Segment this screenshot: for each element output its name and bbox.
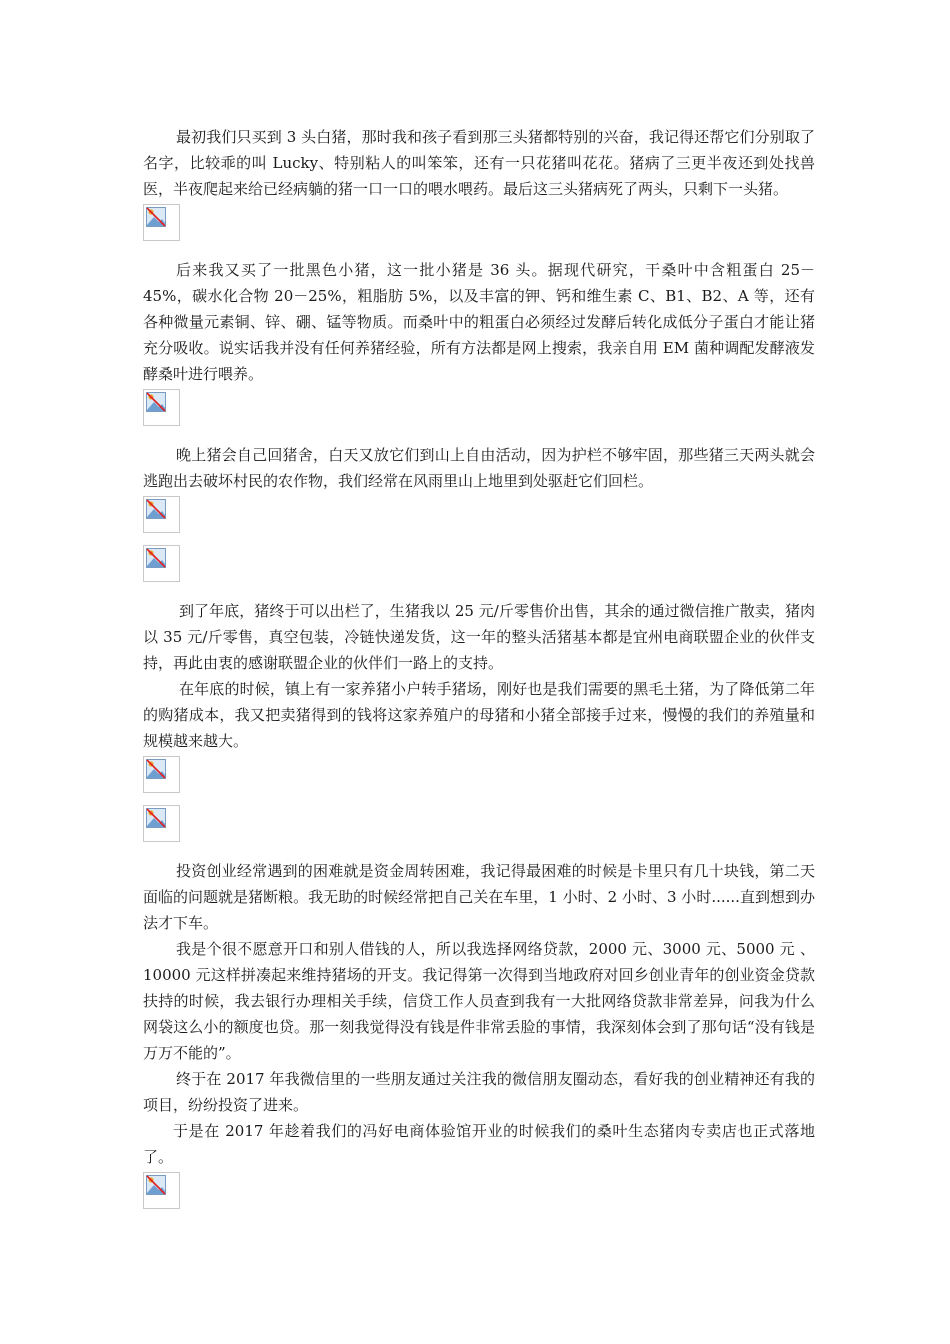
paragraph-5: 在年底的时候，镇上有一家养猪小户转手猪场，刚好也是我们需要的黑毛土猪，为了降低第二年的购猪成本，我又把卖猪得到的钱将这家养殖户的母猪和小猪全部接手过来，慢慢的我们的养殖量和规模越来越大。 — [143, 680, 815, 750]
document-body — [143, 124, 815, 1209]
broken-image-icon — [143, 496, 180, 533]
paragraph-4: 到了年底，猪终于可以出栏了，生猪我以 25 元/斤零售价出售，其余的通过微信推广散卖，猪肉以 35 元/斤零售，真空包装，冷链快递发货，这一年的整头活猪基本都是宜州电商联盟企业的伙伴支持，再此由衷的感谢联盟企业的伙伴们一路上的支持。 — [143, 602, 815, 672]
paragraph-8: 终于在 2017 年我微信里的一些朋友通过关注我的微信朋友圈动态，看好我的创业精神还有我的项目，纷纷投资了进来。 — [143, 1070, 815, 1114]
paragraph-9: 于是在 2017 年趁着我们的冯好电商体验馆开业的时候我们的桑叶生态猪肉专卖店也正式落地了。 — [143, 1122, 815, 1166]
broken-image-icon — [143, 805, 180, 842]
broken-image-icon — [143, 545, 180, 582]
paragraph-1: 最初我们只买到 3 头白猪，那时我和孩子看到那三头猪都特别的兴奋，我记得还帮它们分别取了名字，比较乖的叫 Lucky、特别粘人的叫笨笨，还有一只花猪叫花花。猪病了三更半夜还到处找兽医，半夜爬起来给已经病躺的猪一口一口的喂水喂药。最后这三头猪病死了两头，只剩下一头猪。 — [143, 128, 815, 198]
paragraph-2: 后来我又买了一批黑色小猪，这一批小猪是 36 头。据现代研究，干桑叶中含粗蛋白 25－45%，碳水化合物 20－25%，粗脂肪 5%，以及丰富的钾、钙和维生素 C、B1、B2、A 等，还有各种微量元素铜、锌、硼、锰等物质。而桑叶中的粗蛋白必须经过发酵后转化成低分子蛋白才能让猪充分吸收。说实话我并没有任何养猪经验，所有方法都是网上搜索，我亲自用 EM 菌种调配发酵液发酵桑叶进行喂养。 — [143, 261, 815, 383]
broken-image-icon — [143, 204, 180, 241]
paragraph-6: 投资创业经常遇到的困难就是资金周转困难，我记得最困难的时候是卡里只有几十块钱，第二天面临的问题就是猪断粮。我无助的时候经常把自己关在车里，1 小时、2 小时、3 小时......直到想到办法才下车。 — [143, 862, 815, 932]
paragraph-7: 我是个很不愿意开口和别人借钱的人，所以我选择网络贷款，2000 元、3000 元、5000 元 、10000 元这样拼凑起来维持猪场的开支。我记得第一次得到当地政府对回乡创业青年的创业资金贷款扶持的时候，我去银行办理相关手续，信贷工作人员查到我有一大批网络贷款非常差异，问我为什么网袋这么小的额度也贷。那一刻我觉得没有钱是件非常丢脸的事情，我深刻体会到了那句话“没有钱是万万不能的”。 — [143, 940, 815, 1062]
broken-image-icon — [143, 1172, 180, 1209]
broken-image-icon — [143, 756, 180, 793]
paragraph-3: 晚上猪会自己回猪舍，白天又放它们到山上自由活动，因为护栏不够牢固，那些猪三天两头就会逃跑出去破坏村民的农作物，我们经常在风雨里山上地里到处驱赶它们回栏。 — [143, 446, 815, 490]
broken-image-icon — [143, 389, 180, 426]
